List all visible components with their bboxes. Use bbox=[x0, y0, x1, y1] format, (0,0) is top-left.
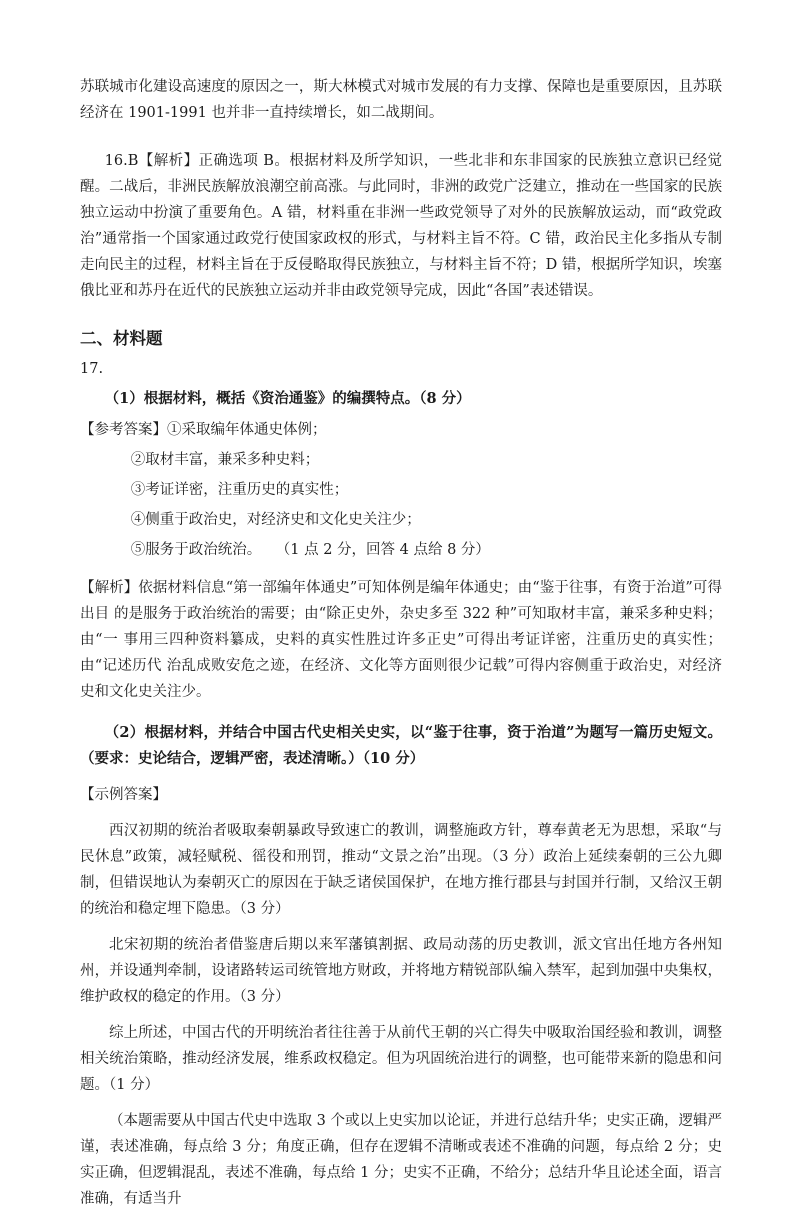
reference-answer-list bbox=[80, 415, 722, 565]
section-heading-material-questions: 二、材料题 bbox=[80, 329, 163, 348]
reference-answer-line-1: 【参考答案】①采取编年体通史体例； bbox=[80, 422, 327, 438]
reference-answer-line-3: ③考证详密，注重历史的真实性； bbox=[130, 482, 349, 498]
sample-answer-label: 【示例答案】 bbox=[80, 787, 167, 803]
paragraph-soviet-continuation: 苏联城市化建设高速度的原因之一，斯大林模式对城市发展的有力支撑、保障也是重要原因，且苏联经济在 1901-1991 也并非一直持续增长，如二战期间。 bbox=[80, 79, 722, 121]
question-17-sub2: （2）根据材料，并结合中国古代史相关史实，以“鉴于往事，资于治道”为题写一篇历史短文。（要求：史论结合，逻辑严密，表述清晰。）（10 分） bbox=[80, 724, 722, 767]
explanation-17-sub1: 【解析】依据材料信息“第一部编年体通史”可知体例是编年体通史；由“鉴于往事，有资于治道”可得 出目 的是服务于政治统治的需要；由“除正史外，杂史多至 322 种”可知取材丰富，兼采多种史料；由“一 事用三四种资料纂成，史料的真实性胜过许多正史”可得出考证详密，注重历史的真实性； 由“记述历代 治乱成败安危之迹，在经济、文化等方面则很少记载”可得内容侧重于政治史，对经济史和文化史关注少。 bbox=[80, 580, 722, 700]
essay-paragraph-conclusion: 综上所述，中国古代的开明统治者往往善于从前代王朝的兴亡得失中吸取治国经验和教训，调整相关统治策略，推动经济发展，维系政权稳定。但为巩固统治进行的调整，也可能带来新的隐患和问题。（1 分） bbox=[80, 1025, 722, 1093]
reference-answer-line-5: ⑤服务于政治统治。 （1 点 2 分，回答 4 点给 8 分） bbox=[130, 542, 490, 558]
reference-answer-line-2: ②取材丰富，兼采多种史料； bbox=[130, 452, 320, 468]
grading-note-paragraph: （本题需要从中国古代史中选取 3 个或以上史实加以论证，并进行总结升华；史实正确，逻辑严谨，表述准确，每点给 3 分；角度正确，但存在逻辑不清晰或表述不准确的问题，每点给 2 分；史实正确，但逻辑混乱，表述不准确，每点给 1 分；史实不正确，不给分；总结升华且论述全面，语言准确，有适当升 bbox=[80, 1113, 722, 1207]
essay-paragraph-western-han: 西汉初期的统治者吸取秦朝暴政导致速亡的教训，调整施政方针，尊奉黄老无为思想，采取“与民休息”政策，减轻赋税、徭役和刑罚，推动“文景之治”出现。（3 分）政治上延续秦朝的三公九卿制，但错误地认为秦朝灭亡的原因在于缺乏诸侯国保护，在地方推行郡县与封国并行制，又给汉王朝的统治和稳定埋下隐患。（3 分） bbox=[80, 823, 722, 917]
question-17-sub1: （1）根据材料，概括《资治通鉴》的编撰特点。（8 分） bbox=[104, 390, 471, 407]
answer-16b-explanation: 16.B【解析】正确选项 B。根据材料及所学知识，一些北非和东非国家的民族独立意识已经觉醒。二战后，非洲民族解放浪潮空前高涨。与此同时，非洲的政党广泛建立，推动在一些国家的民族独立运动中扮演了重要角色。A 错，材料重在非洲一些政党领导了对外的民族解放运动，而“政党政治”通常指一个国家通过政党行使国家政权的形式，与材料主旨不符。C 错，政治民主化多指从专制走向民主的过程，材料主旨在于反侵略取得民族独立，与材料主旨不符；D 错，根据所学知识，埃塞俄比亚和苏丹在近代的民族独立运动并非由政党领导完成，因此“各国”表述错误。 bbox=[80, 153, 722, 299]
reference-answer-line-4: ④侧重于政治史，对经济史和文化史关注少； bbox=[130, 512, 421, 528]
essay-paragraph-northern-song: 北宋初期的统治者借鉴唐后期以来军藩镇割据、政局动荡的历史教训，派文官出任地方各州知州，并设通判牵制，设诸路转运司统管地方财政，并将地方精锐部队编入禁军，起到加强中央集权，维护政权的稳定的作用。（3 分） bbox=[80, 937, 722, 1005]
question-number-17: 17. bbox=[80, 361, 104, 377]
